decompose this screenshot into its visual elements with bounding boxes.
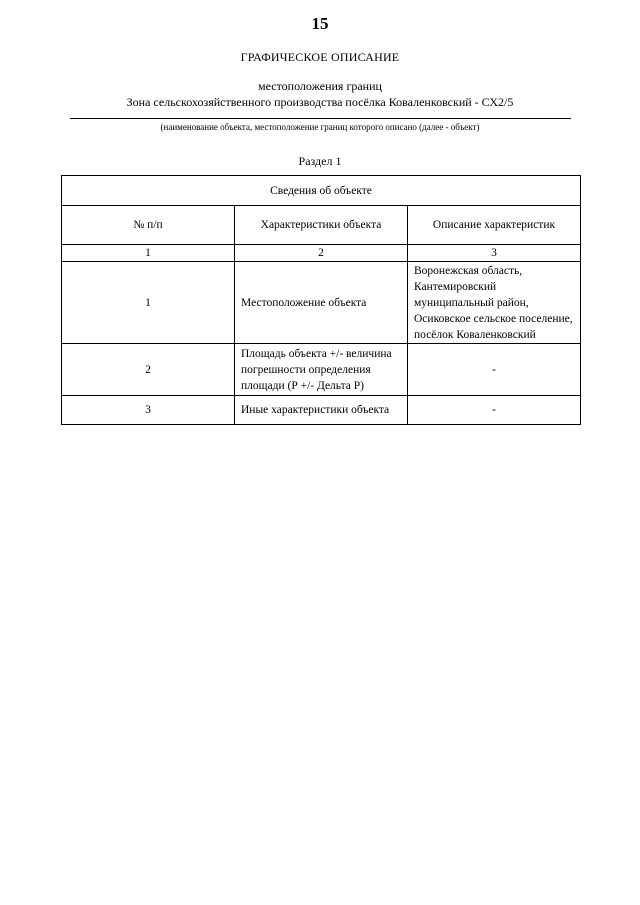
row-characteristic: Местоположение объекта — [235, 262, 408, 344]
document-subtitle: местоположения границ — [258, 79, 382, 93]
column-numbers-row — [62, 245, 581, 262]
object-name-underline — [70, 118, 571, 119]
table-header: Сведения об объекте — [62, 176, 581, 206]
column-number-2: 2 — [235, 245, 408, 262]
row-number: 1 — [62, 262, 235, 344]
object-name: Зона сельскохозяйственного производства посёлка Коваленковский - СХ2/5 — [126, 95, 514, 109]
row-characteristic: Площадь объекта +/- величина погрешности определения площади (Р +/- Дельта Р) — [235, 344, 408, 396]
column-headers-row — [62, 206, 581, 245]
row-description: - — [408, 396, 581, 425]
object-name-caption: (наименование объекта, местоположение границ которого описано (далее - объект) — [160, 122, 480, 132]
column-number-1: 1 — [62, 245, 235, 262]
table-row — [62, 396, 581, 425]
table-row — [62, 344, 581, 396]
row-characteristic: Иные характеристики объекта — [235, 396, 408, 425]
row-description: Воронежская область, Кантемировский муниципальный район, Осиковское сельское поселение, посёлок Коваленковский — [408, 262, 581, 344]
table-header-row — [62, 176, 581, 206]
row-number: 2 — [62, 344, 235, 396]
document-title: ГРАФИЧЕСКОЕ ОПИСАНИЕ — [240, 50, 400, 64]
column-header-description: Описание характеристик — [408, 206, 581, 245]
object-info-table — [61, 175, 581, 425]
column-header-number: № п/п — [62, 206, 235, 245]
row-number: 3 — [62, 396, 235, 425]
column-number-3: 3 — [408, 245, 581, 262]
page-number: 15 — [311, 14, 329, 33]
column-header-characteristic: Характеристики объекта — [235, 206, 408, 245]
row-description: - — [408, 344, 581, 396]
table-row — [62, 262, 581, 344]
section-title: Раздел 1 — [298, 154, 342, 168]
